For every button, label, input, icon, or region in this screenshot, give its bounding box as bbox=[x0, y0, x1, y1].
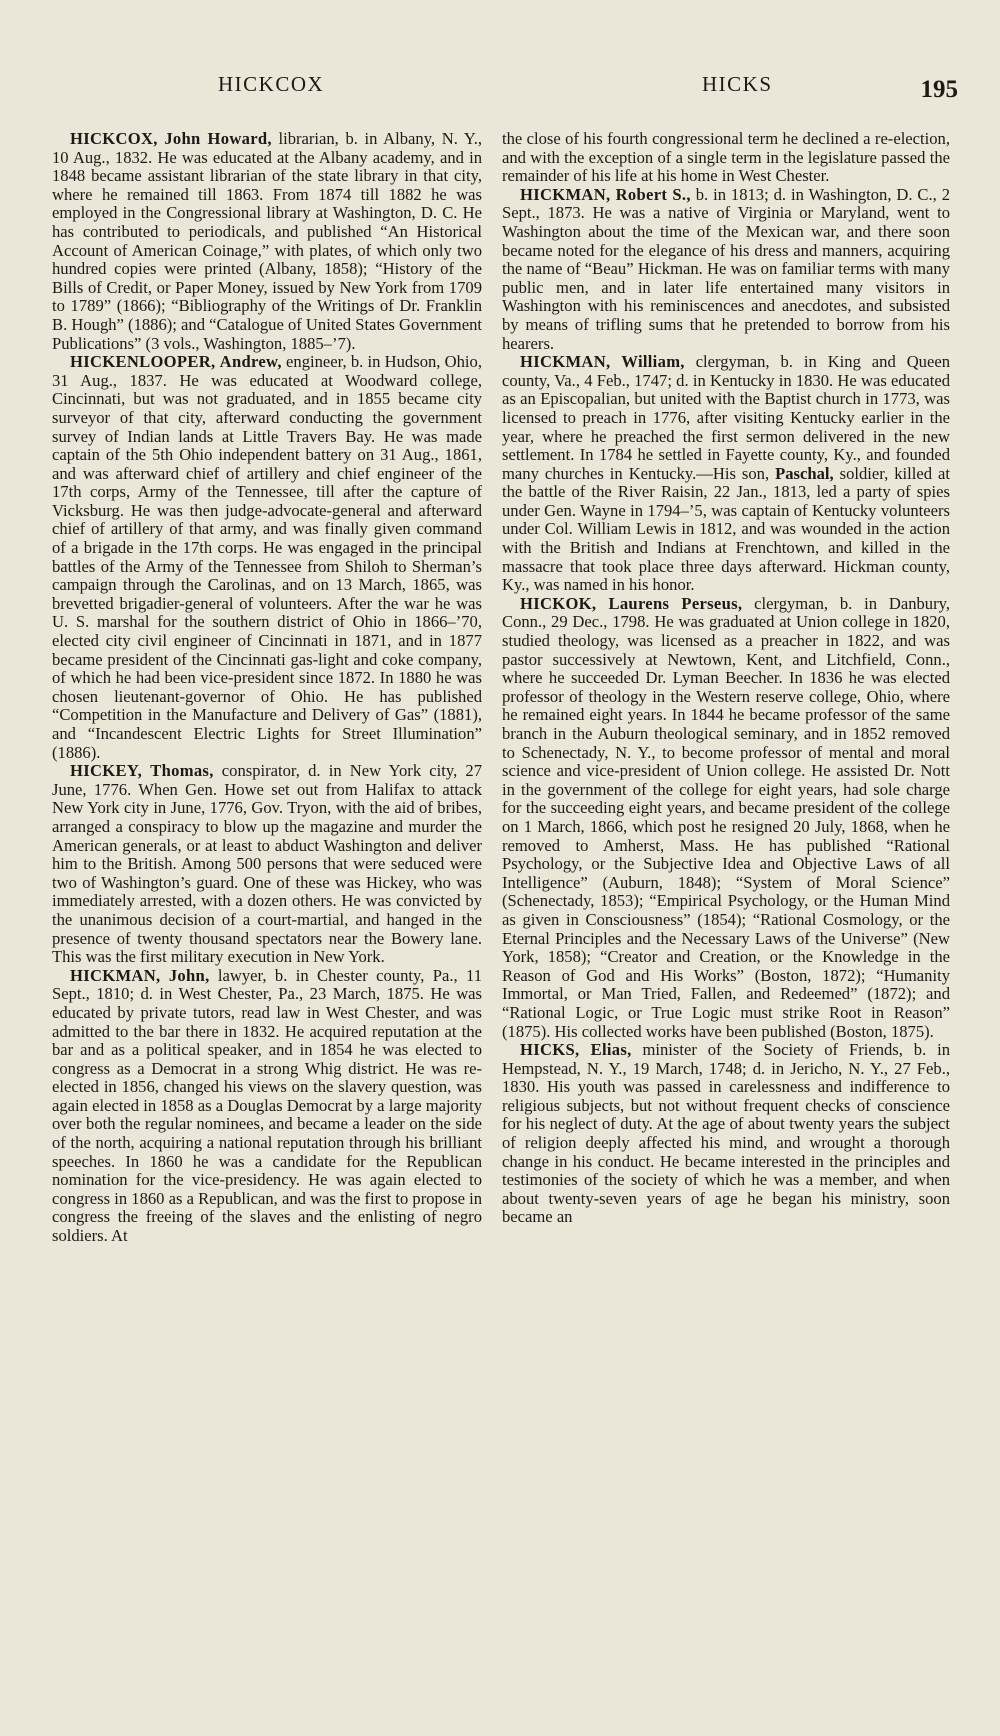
entry-text: conspirator, d. in New York city, 27 June, 1776. When Gen. Howe set out from Halifax to attack New York city in June, 1776, Gov. Tryon, with the aid of bribes, arranged a conspiracy to blow up the magazine and murder the American generals, or at least to abduct Washington and deliver him to the British. Among 500 persons that were seduced were two of Washington’s guard. One of these was Hickey, who was immediately arrested, with a dozen others. He was convicted by the unanimous decision of a court-martial, and hanged in the presence of twenty thousand spectators near the Bowery lane. This was the first military execution in New York. bbox=[52, 761, 482, 967]
entry-text: b. in 1813; d. in Washington, D. C., 2 Sept., 1873. He was a native of Virginia or Maryland, went to Washington about the time of the Mexican war, and there soon became noted for the elegance of his dress and manners, acquiring the name of “Beau” Hickman. He was on familiar terms with many public men, and in later life entertained many visitors in Washington with his reminiscences and anecdotes, and subsisted by means of trifling sums that he pretended to borrow from his hearers. bbox=[502, 184, 950, 353]
entry-text: librarian, b. in Albany, N. Y., 10 Aug., 1832. He was educated at the Albany academy, and in 1848 became assistant librarian of the state library in that city, where he remained till 1863. From 1874 till 1882 he was employed in the Congressional library at Washington, D. C. He has contributed to periodicals, and published “An Historical Account of American Coinage,” with plates, of which only two hundred copies were printed (Albany, 1858); “History of the Bills of Credit, or Paper Money, issued by New York from 1709 to 1789” (1866); “Bibliography of the Writings of Dr. Franklin B. Hough” (1886); and “Catalogue of United States Government Publications” (3 vols., Washington, 1885–’7). bbox=[52, 129, 482, 353]
headword: HICKCOX, bbox=[70, 129, 158, 148]
entry-hickey bbox=[52, 762, 482, 967]
entry-text: clergyman, b. in King and Queen county, Va., 4 Feb., 1747; d. in Kentucky in 1830. He was educated as an Episcopalian, but united with the Baptist church in 1773, was licensed to preach in 1776, after visiting Kentucky earlier in the year, where he preached the first sermon delivered in the new settlement. In 1784 he settled in Fayette county, Ky., and founded many churches in Kentucky.—His son, bbox=[502, 352, 951, 483]
entry-text: engineer, b. in Hudson, Ohio, 31 Aug., 1837. He was educated at Woodward college, Cincinnati, but was not graduated, and in 1855 became city surveyor of that city, afterward conducting the government survey of Indian lands at Little Travers Bay. He was made captain of the 5th Ohio independent battery on 31 Aug., 1861, and was afterward chief of artillery and chief engineer of the 17th corps, Army of the Tennessee, till after the capture of Vicksburg. He was then judge-advocate-general and afterward chief of artillery of that army, and was finally given command of a brigade in the 17th corps. He was engaged in the principal battles of the Army of the Tennessee from Shiloh to Sherman’s campaign through the Carolinas, and on 13 March, 1865, was brevetted brigadier-general of volunteers. After the war he was U. S. marshal for the southern district of Ohio in 1866–’70, elected city civil engineer of Cincinnati in 1871, and in 1877 became president of the Cincinnati gas-light and coke company, of which he had been vice-president since 1872. In 1880 he was chosen lieutenant-governor of Ohio. He has published “Competition in the Manufacture and Delivery of Gas” (1881), and “Incandescent Electric Lights for Street Illumination” (1886). bbox=[52, 352, 482, 762]
headword: HICKENLOOPER, bbox=[70, 352, 216, 372]
entry-hicks-elias bbox=[502, 1041, 950, 1227]
headword: HICKMAN, bbox=[70, 965, 161, 985]
entry-hickenlooper bbox=[52, 353, 482, 762]
entry-text-continued: soldier, killed at the battle of the River Raisin, 22 Jan., 1813, led a party of spies under Gen. Wayne in 1794–’5, was captain of Kentucky volunteers under Col. William Lewis in 1812, and was wounded in the action with the British and Indians at Frenchtown, and killed in the massacre that took place three days afterward. Hickman county, Ky., was named in his honor. bbox=[502, 463, 950, 595]
headword: HICKMAN, Robert S., bbox=[520, 184, 691, 204]
entry-continuation bbox=[502, 130, 950, 186]
entry-hickman-william bbox=[502, 353, 950, 595]
headword: HICKMAN, William, bbox=[520, 352, 685, 372]
given-name: John Howard, bbox=[164, 129, 272, 148]
entry-hickman-robert bbox=[502, 186, 950, 353]
given-name: John, bbox=[168, 965, 210, 985]
entry-hickcox bbox=[52, 130, 482, 353]
left-column bbox=[52, 130, 482, 1246]
page-number: 195 bbox=[920, 76, 958, 103]
running-head bbox=[50, 72, 958, 112]
entry-hickman-john bbox=[52, 967, 482, 1246]
given-name: Thomas, bbox=[150, 761, 214, 781]
sub-headword: Paschal, bbox=[775, 463, 834, 483]
entry-hickok bbox=[502, 595, 950, 1041]
headword: HICKS, Elias, bbox=[520, 1040, 632, 1060]
entry-text: lawyer, b. in Chester county, Pa., 11 Sept., 1810; d. in West Chester, Pa., 23 March, 1875. He was educated by private tutors, read law in West Chester, and was admitted to the bar there in 1832. He acquired reputation at the bar and as a political speaker, and in 1854 he was elected to congress as a Democrat in a strong Whig district. He was re-elected in 1856, changed his views on the slavery question, was again elected in 1858 as a Douglas Democrat by a large majority over both the regular nominees, and became a leader on the side of the north, acquiring a national reputation through his brilliant speeches. In 1860 he was a candidate for the Republican nomination for the vice-presidency. He was again elected to congress in 1860 as a Republican, and was the first to propose in congress the freeing of the slaves and the enlisting of negro soldiers. At bbox=[52, 965, 482, 1246]
running-head-left: HICKCOX bbox=[218, 72, 325, 96]
entry-text: minister of the Society of Friends, b. in Hempstead, N. Y., 19 March, 1748; d. in Jericho, N. Y., 27 Feb., 1830. His youth was passed in carelessness and indifference to religious subjects, but not without frequent checks of conscience for his neglect of duty. At the age of about twenty years the subject of religion deeply affected his mind, and wrought a thorough change in his conduct. He became interested in the principles and testimonies of the society of which he was a member, and when about twenty-seven years of age he began his ministry, soon became an bbox=[502, 1040, 951, 1227]
given-name: Andrew, bbox=[219, 352, 282, 372]
headword: HICKEY, bbox=[70, 761, 143, 781]
entry-text: the close of his fourth congressional term he declined a re-election, and with the exception of a single term in the legislature passed the remainder of his life at his home in West Chester. bbox=[502, 129, 950, 186]
entry-text: clergyman, b. in Danbury, Conn., 29 Dec., 1798. He was graduated at Union college in 1820, studied theology, was licensed as a preacher in 1822, and was pastor successively at Newtown, Kent, and Litchfield, Conn., where he succeeded Dr. Lyman Beecher. In 1836 he was elected professor of theology in the Western reserve college, Ohio, where he remained eight years. In 1844 he became professor of the same branch in the Auburn theological seminary, and in 1852 removed to Schenectady, N. Y., to become professor of mental and moral science and vice-president of Union college. He assisted Dr. Nott in the government of the college for eight years, had sole charge for the succeeding eight years, and became president of the college on 1 March, 1866, which post he resigned 20 July, 1868, when he removed to Amherst, Mass. He has published “Rational Psychology, or the Subjective Idea and Objective Laws of all Intelligence” (Auburn, 1848); “System of Moral Science” (Schenectady, 1853); “Empirical Psychology, or the Human Mind as given in Consciousness” (1854); “Rational Cosmology, or the Eternal Principles and the Necessary Laws of the Universe” (New York, 1858); “Creator and Creation, or the Knowledge in the Reason of God and His Works” (Boston, 1872); “Humanity Immortal, or Man Tried, Fallen, and Redeemed” (1872); and “Rational Logic, or True Logic must strike Root in Reason” (1875). His collected works have been published (Boston, 1875). bbox=[502, 593, 950, 1041]
right-column bbox=[502, 130, 950, 1227]
headword: HICKOK, Laurens Perseus, bbox=[520, 593, 743, 613]
running-head-right: HICKS bbox=[702, 72, 773, 96]
